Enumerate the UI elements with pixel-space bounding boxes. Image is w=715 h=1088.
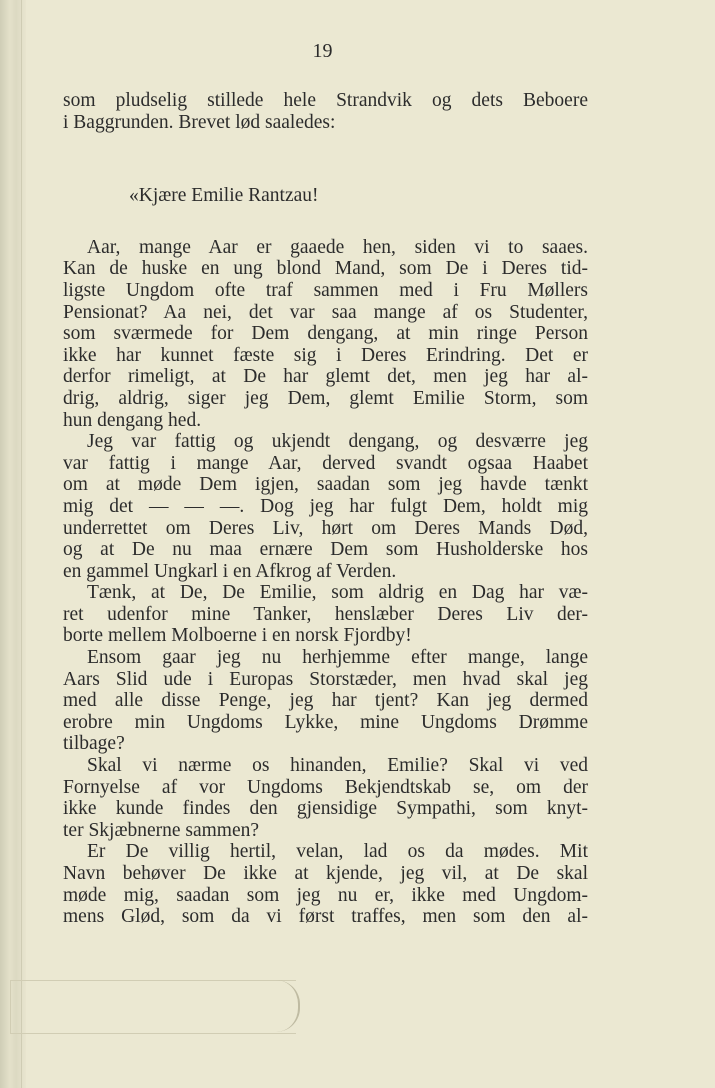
spacer xyxy=(63,133,588,185)
spacer xyxy=(63,207,588,237)
text-line: en gammel Ungkarl i en Afkrog af Verden. xyxy=(63,560,397,582)
text-line: ligste Ungdom ofte traf sammen med i Fru Møllers xyxy=(63,279,588,301)
text-line: og at De nu maa ernære Dem som Husholderske hos xyxy=(63,539,588,561)
text-line: Kan de huske en ung blond Mand, som De i Deres tid- xyxy=(63,258,588,280)
text-line: Skal vi nærme os hinanden, Emilie? Skal vi ved xyxy=(87,755,588,777)
text-line: Aar, mange Aar er gaaede hen, siden vi to saaes. xyxy=(87,236,588,258)
text-line: borte mellem Molboerne i en norsk Fjordby! xyxy=(63,625,412,647)
text-line: Aars Slid ude i Europas Storstæder, men hvad skal jeg xyxy=(63,668,588,690)
text-line: ikke kunde findes den gjensidige Sympathi, som knyt- xyxy=(63,798,588,820)
text-line: erobre min Ungdoms Lykke, mine Ungdoms Drømme xyxy=(63,711,588,733)
text-line: Jeg var fattig og ukjendt dengang, og desværre jeg xyxy=(87,431,588,453)
letter-salutation: «Kjære Emilie Rantzau! xyxy=(129,185,319,207)
text-line: som sværmede for Dem dengang, at min ringe Person xyxy=(63,323,588,345)
text-line: i Baggrunden. Brevet lød saaledes: xyxy=(63,111,336,133)
text-line: drig, aldrig, siger jeg Dem, glemt Emilie Storm, som xyxy=(63,387,588,409)
text-line: møde mig, saadan som jeg nu er, ikke med Ungdom- xyxy=(63,884,588,906)
text-line: Pensionat? Aa nei, det var saa mange af os Studenter, xyxy=(63,301,588,323)
text-line: Tænk, at De, De Emilie, som aldrig en Dag har væ- xyxy=(87,582,588,604)
library-stamp-frame xyxy=(10,980,296,1034)
text-line: mens Glød, som da vi først traffes, men som den al- xyxy=(63,906,588,928)
text-line: mig det — — —. Dog jeg har fulgt Dem, holdt mig xyxy=(63,495,588,517)
text-line: ter Skjæbnerne sammen? xyxy=(63,819,260,841)
page-spine-shadow xyxy=(0,0,26,1088)
spine-line xyxy=(21,0,22,1088)
text-line: ret udenfor mine Tanker, henslæber Deres Liv der- xyxy=(63,603,588,625)
page-number: 19 xyxy=(312,40,333,62)
text-line: Er De villig hertil, velan, lad os da mødes. Mit xyxy=(87,841,588,863)
text-line: Ensom gaar jeg nu herhjemme efter mange, lange xyxy=(87,647,588,669)
text-line: underrettet om Deres Liv, hørt om Deres Mands Død, xyxy=(63,517,588,539)
text-line: ikke har kunnet fæste sig i Deres Erindring. Det er xyxy=(63,344,588,366)
text-line: tilbage? xyxy=(63,733,125,755)
text-line: derfor rimeligt, at De har glemt det, men jeg har al- xyxy=(63,366,588,388)
text-line: Navn behøver De ikke at kjende, jeg vil, at De skal xyxy=(63,863,588,884)
text-line: som pludselig stillede hele Strandvik og dets Beboere xyxy=(63,90,588,111)
body-text xyxy=(63,90,588,928)
text-line: om at møde Dem igjen, saadan som jeg havde tænkt xyxy=(63,474,588,496)
text-line: med alle disse Penge, jeg har tjent? Kan jeg dermed xyxy=(63,690,588,712)
text-line: var fattig i mange Aar, derved svandt ogsaa Haabet xyxy=(63,452,588,474)
text-line: Fornyelse af vor Ungdoms Bekjendtskab se, om der xyxy=(63,776,588,798)
text-line: hun dengang hed. xyxy=(63,409,202,431)
